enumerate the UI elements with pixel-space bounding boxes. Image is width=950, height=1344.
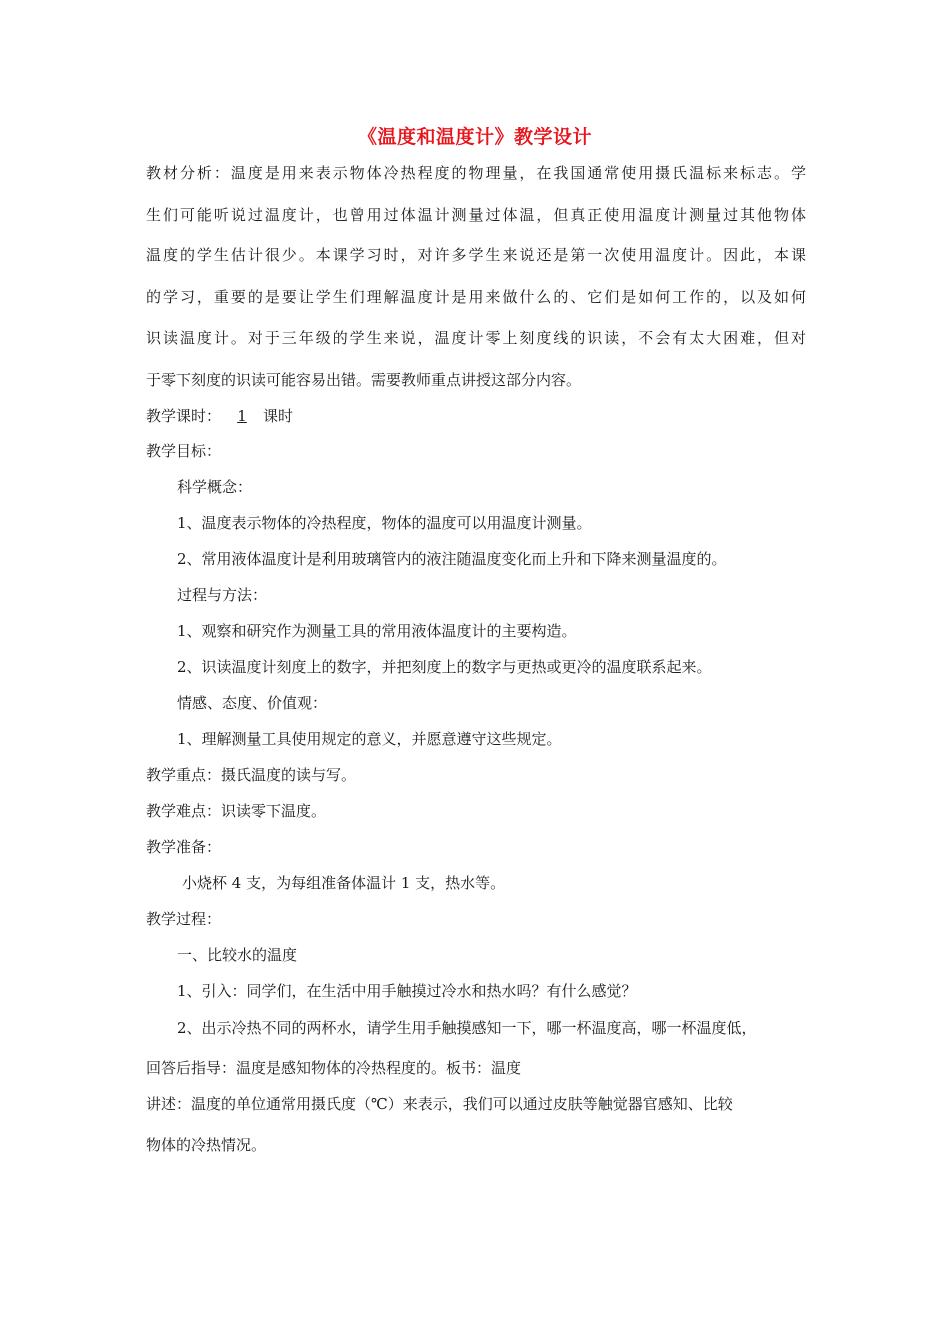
difficulty-point: 教学难点：识读零下温度。 <box>146 802 327 820</box>
objectives-heading: 教学目标： <box>146 442 222 460</box>
teaching-hours-value: 1 <box>237 407 247 425</box>
analysis-line-6: 于零下刻度的识读可能容易出错。需要教师重点讲授这部分内容。 <box>146 371 582 389</box>
teaching-hours-unit: 课时 <box>263 407 294 425</box>
process-step-2-line-1: 2、出示冷热不同的两杯水，请学生用手触摸感知一下，哪一杯温度高，哪一杯温度低， <box>177 1019 757 1037</box>
process-step-1: 1、引入：同学们，在生活中用手触摸过冷水和热水吗？有什么感觉？ <box>177 982 637 1000</box>
process-method-item-2: 2、识读温度计刻度上的数字，并把刻度上的数字与更热或更冷的温度联系起来。 <box>177 658 712 676</box>
document-title: 《温度和温度计》教学设计 <box>357 126 592 148</box>
attitude-heading: 情感、态度、价值观： <box>177 694 328 712</box>
analysis-line-1: 教材分析：温度是用来表示物体冷热程度的物理量，在我国通常使用摄氏温标来标志。学 <box>146 164 806 182</box>
explanation-line-1: 讲述：温度的单位通常用摄氏度（℃）来表示，我们可以通过皮肤等触觉器官感知、比较 <box>146 1095 733 1113</box>
concept-item-2: 2、常用液体温度计是利用玻璃管内的液注随温度变化而上升和下降来测量温度的。 <box>177 550 727 568</box>
explanation-line-2: 物体的冷热情况。 <box>146 1136 267 1154</box>
process-method-item-1: 1、观察和研究作为测量工具的常用液体温度计的主要构造。 <box>177 622 577 640</box>
attitude-item-1: 1、理解测量工具使用规定的意义，并愿意遵守这些规定。 <box>177 730 562 748</box>
teaching-hours-label: 教学课时： <box>146 407 222 425</box>
key-point: 教学重点：摄氏温度的读与写。 <box>146 766 357 784</box>
teaching-hours <box>146 406 293 426</box>
preparation-heading: 教学准备： <box>146 838 222 856</box>
process-method-heading: 过程与方法： <box>177 586 268 604</box>
analysis-line-4: 的学习，重要的是要让学生们理解温度计是用来做什么的、它们是如何工作的，以及如何 <box>146 288 806 306</box>
analysis-line-2: 生们可能听说过温度计，也曾用过体温计测量过体温，但真正使用温度计测量过其他物体 <box>146 206 806 224</box>
concept-heading: 科学概念： <box>177 478 253 496</box>
concept-item-1: 1、温度表示物体的冷热程度，物体的温度可以用温度计测量。 <box>177 514 592 532</box>
process-heading: 教学过程： <box>146 910 222 928</box>
preparation-content: 小烧杯 4 支，为每组准备体温计 1 支，热水等。 <box>182 874 506 892</box>
analysis-line-5: 识读温度计。对于三年级的学生来说，温度计零上刻度线的识读，不会有太大困难，但对 <box>146 329 806 347</box>
analysis-line-3: 温度的学生估计很少。本课学习时，对许多学生来说还是第一次使用温度计。因此，本课 <box>146 246 806 264</box>
process-step-2-line-2: 回答后指导：温度是感知物体的冷热程度的。板书：温度 <box>146 1059 522 1077</box>
process-section-1: 一、比较水的温度 <box>177 946 298 964</box>
